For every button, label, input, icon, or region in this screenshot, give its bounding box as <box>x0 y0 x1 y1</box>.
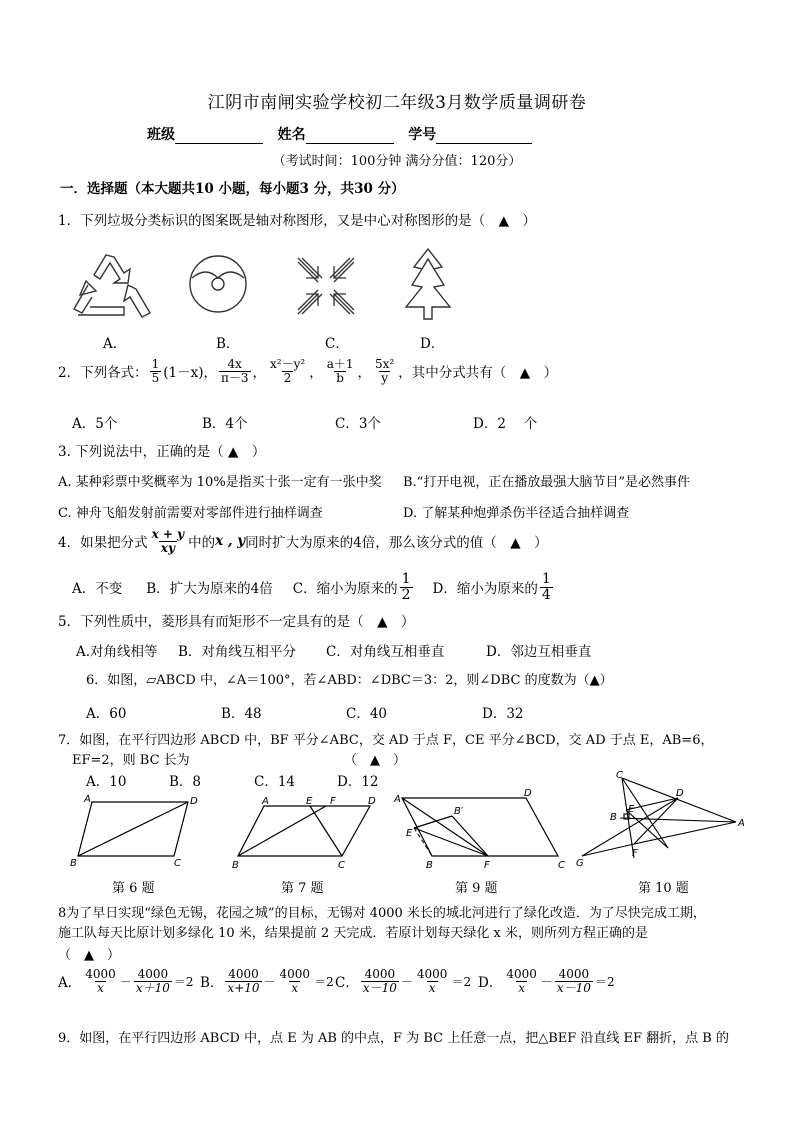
q8-option-c[interactable]: C． $\frac{4000}{x-10}$ － $\frac{4000}{x}$ ＝2 <box>335 967 472 995</box>
q2-option-c[interactable]: C．3个 <box>335 416 381 432</box>
figure-6-caption: 第 6 题 <box>112 881 155 896</box>
question-6: 6．如图，▱ABCD 中，∠A＝100°，若∠ABD：∠DBC＝3：2，则∠DBC 的度数为（▲） <box>86 673 613 688</box>
q2-fraction-1: $\frac{1}{5}$ <box>151 357 160 385</box>
q4-options <box>72 572 555 602</box>
fig6-label-c: C <box>174 858 181 869</box>
inward-arrows-icon <box>294 254 358 318</box>
fig7-label-f: F <box>330 796 336 807</box>
q2-option-d[interactable]: D．2 个 <box>473 416 538 432</box>
q3-option-c[interactable]: C. 神舟飞船发射前需要对零部件进行抽样调查 <box>58 506 323 521</box>
fig6-label-a: A <box>84 794 91 805</box>
q1-option-a[interactable]: A． <box>103 336 127 352</box>
q3-option-a[interactable]: A. 某种彩票中奖概率为 10%是指买十张一定有一张中奖 <box>58 475 382 490</box>
q2-fraction-5: $\frac{\text{5x²}}{y}$ <box>374 357 395 385</box>
q4-option-a[interactable]: A．不变 <box>72 581 123 598</box>
fig6-label-b: B <box>70 858 77 869</box>
figure-10-caption: 第 10 题 <box>638 881 689 896</box>
q4-fraction: $\frac{x + y}{xy}$ <box>151 527 185 555</box>
q3-option-b[interactable]: B.“打开电视，正在播放最强大脑节目”是必然事件 <box>403 475 690 490</box>
question-2: 2．下列各式： $\frac{1}{5}$ (1－x)， $\frac{4x}{\pi-3}$ ， $\frac{\text{x²－y²}}{2}$ ， $\frac{a+1}{b}$ ， $\frac{\text{5x²}}{y}$ ，其中分式共有（ ▲ ） <box>58 357 558 385</box>
q4-option-c-fraction: $\frac{1}{2}$ <box>401 571 411 603</box>
fig10-label-d: D <box>676 788 684 799</box>
question-4 <box>58 528 548 554</box>
fig9-label-b-prime: B′ <box>454 806 464 817</box>
q5-option-a[interactable]: A.对角线相等 <box>76 644 158 660</box>
question-5: 5．下列性质中，菱形具有而矩形不一定具有的是（ ▲ ） <box>58 614 415 630</box>
fig9-label-c: C <box>558 860 565 871</box>
q5-option-c[interactable]: C．对角线互相垂直 <box>326 644 445 660</box>
q5-option-d[interactable]: D．邻边互相垂直 <box>486 644 592 660</box>
fig10-label-c: C <box>616 770 623 781</box>
circle-dot-icon <box>186 252 252 318</box>
fig9-label-f: F <box>484 860 490 871</box>
q1-option-b[interactable]: B． <box>216 336 240 352</box>
id-blank <box>436 127 532 144</box>
fig10-label-f: F <box>632 848 638 859</box>
fig7-label-d: D <box>368 796 376 807</box>
q6-option-c[interactable]: C．40 <box>346 706 388 722</box>
exam-info: （考试时间：100分钟 满分分值：120分） <box>272 154 522 169</box>
q7-option-c[interactable]: C．14 <box>254 774 296 790</box>
figure-6 <box>66 792 216 870</box>
q1-option-c[interactable]: C． <box>325 336 349 352</box>
fig9-label-a: A <box>394 794 401 805</box>
q6-option-d[interactable]: D．32 <box>482 706 524 722</box>
q7-answer-mark: （ ▲ ） <box>344 753 406 768</box>
q2-prefix: 2．下列各式： <box>58 365 148 382</box>
fig6-label-d: D <box>190 796 198 807</box>
q4-option-c[interactable]: C．缩小为原来的 <box>292 581 398 598</box>
question-1: 1．下列垃圾分类标识的图案既是轴对称图形，又是中心对称图形的是（ ▲ ） <box>58 213 536 229</box>
q4-middle: 中的 <box>188 535 216 552</box>
exam-title: 江阴市南闸实验学校初二年级3月数学质量调研卷 <box>207 93 587 113</box>
q8-option-d[interactable]: D． $\frac{4000}{x}$ － $\frac{4000}{x-10}$ ＝2 <box>478 967 615 995</box>
fig10-label-e: E <box>628 804 635 815</box>
q7-option-a[interactable]: A．10 <box>86 774 127 790</box>
fig7-label-a: A <box>262 796 269 807</box>
recycle-tree-icon <box>392 245 464 325</box>
q2-option-a[interactable]: A．5个 <box>72 416 118 432</box>
q5-option-b[interactable]: B．对角线互相平分 <box>178 644 296 660</box>
figure-7-caption: 第 7 题 <box>281 881 324 896</box>
q2-fraction-1-tail: (1－x)， <box>163 365 217 382</box>
question-7-line-2: EF=2，则 BC 长为 <box>72 753 190 768</box>
q8-option-b[interactable]: B． $\frac{4000}{x+10}$ － $\frac{4000}{x}$ ＝2 <box>200 967 334 995</box>
q4-suffix: 同时扩大为原来的4倍，那么该分式的值（ ▲ ） <box>245 535 548 552</box>
question-7-line-1: 7．如图，在平行四边形 ABCD 中，BF 平分∠ABC，交 AD 于点 F，CE 平分∠BCD，交 AD 于点 E，AB=6， <box>58 733 714 748</box>
fig7-label-c: C <box>338 860 345 870</box>
q2-option-b[interactable]: B．4个 <box>202 416 248 432</box>
fig9-label-b: B <box>426 860 433 871</box>
fig10-label-g: G <box>576 858 584 869</box>
figure-7 <box>230 792 390 870</box>
q4-prefix: 4．如果把分式 <box>58 535 148 552</box>
question-8-line-2: 施工队每天比原计划多绿化 10 米，结果提前 2 天完成．若原计划每天绿化 x 米，则所列方程正确的是 <box>58 926 648 941</box>
name-label: 姓名 <box>277 127 306 143</box>
q2-fraction-4: $\frac{a+1}{b}$ <box>326 357 354 385</box>
q3-option-d[interactable]: D. 了解某种炮弹杀伤半径适合抽样调查 <box>403 506 630 521</box>
question-9: 9．如图，在平行四边形 ABCD 中，点 E 为 AB 的中点，F 为 BC 上任意一点，把△BEF 沿直线 EF 翻折，点 B 的 <box>58 1031 729 1046</box>
q8-option-a[interactable]: A． $\frac{4000}{x}$ － $\frac{4000}{x+10}$ ＝2 <box>58 967 194 995</box>
q2-fraction-3: $\frac{\text{x²－y²}}{2}$ <box>270 357 306 385</box>
q6-option-a[interactable]: A．60 <box>86 706 127 722</box>
q4-option-d[interactable]: D．缩小为原来的 <box>432 581 538 598</box>
id-label: 学号 <box>408 127 437 143</box>
fig9-label-d: D <box>524 788 532 799</box>
q7-option-d[interactable]: D．12 <box>337 774 379 790</box>
figure-9 <box>392 784 572 872</box>
student-info-line <box>147 124 532 144</box>
fig7-label-e: E <box>306 796 313 807</box>
q4-option-d-fraction: $\frac{1}{4}$ <box>541 571 551 603</box>
question-8-line-1: 8为了早日实现“绿色无锡，花园之城”的目标，无锡对 4000 米长的城北河进行了绿化改造．为了尽快完成工期， <box>58 906 706 921</box>
name-blank <box>306 127 394 144</box>
q6-option-b[interactable]: B．48 <box>221 706 262 722</box>
figure-9-caption: 第 9 题 <box>455 881 498 896</box>
q7-option-b[interactable]: B．8 <box>169 774 202 790</box>
fig7-label-b: B <box>232 860 239 870</box>
question-3: 3. 下列说法中，正确的是（ ▲ ） <box>58 444 266 460</box>
fig10-label-a: A <box>738 818 745 829</box>
figure-10 <box>574 770 750 870</box>
fig10-label-b: B <box>610 812 617 823</box>
class-blank <box>175 127 263 144</box>
q1-option-d[interactable]: D． <box>420 336 445 352</box>
q2-suffix: ，其中分式共有（ ▲ ） <box>398 365 558 382</box>
fig9-label-e: E <box>406 828 413 839</box>
section-heading: 一．选择题（本大题共10 小题，每小题3 分，共30 分） <box>60 181 405 197</box>
class-label: 班级 <box>147 127 175 143</box>
recycle-triangle-icon <box>66 245 162 325</box>
q2-fraction-2: $\frac{4x}{\pi-3}$ <box>220 357 249 385</box>
question-8-line-3: （ ▲ ） <box>58 948 120 963</box>
q4-option-b[interactable]: B．扩大为原来的4倍 <box>146 581 273 598</box>
q4-vars: x , y <box>215 533 246 550</box>
